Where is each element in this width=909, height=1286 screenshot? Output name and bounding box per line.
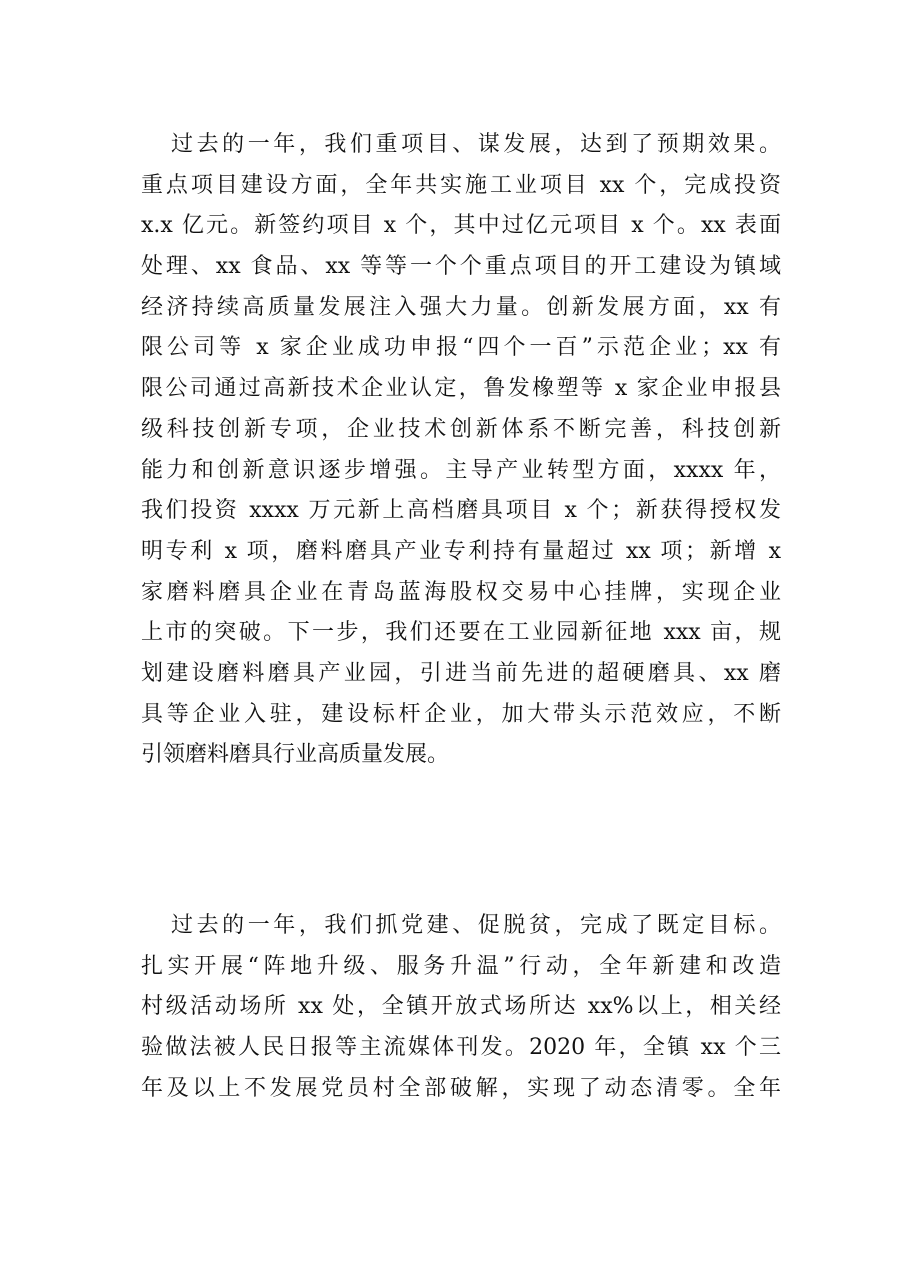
paragraph-line: 明专利 x 项，磨料磨具产业专利持有量超过 xx 项；新增 x (141, 538, 781, 564)
paragraph-line: 划建设磨料磨具产业园，引进当前先进的超硬磨具、xx 磨 (141, 660, 781, 686)
paragraph-line: 具等企业入驻，建设标杆企业，加大带头示范效应，不断 (141, 701, 781, 727)
paragraph-industry (141, 125, 781, 776)
paragraph-party-building (141, 906, 781, 1109)
paragraph-line: 经济持续高质量发展注入强大力量。创新发展方面，xx 有 (141, 294, 781, 320)
paragraph-line: 上市的突破。下一步，我们还要在工业园新征地 xxx 亩，规 (141, 620, 781, 646)
paragraph-line: 过去的一年，我们抓党建、促脱贫，完成了既定目标。 (171, 913, 781, 938)
paragraph-line: 处理、xx 食品、xx 等等一个个重点项目的开工建设为镇域 (141, 254, 781, 280)
paragraph-line: 限公司等 x 家企业成功申报“四个一百”示范企业；xx 有 (141, 335, 781, 361)
paragraph-line: 限公司通过高新技术企业认定，鲁发橡塑等 x 家企业申报县 (141, 376, 781, 402)
paragraph-line: 扎实开展“阵地升级、服务升温”行动，全年新建和改造 (141, 953, 781, 979)
paragraph-line: 村级活动场所 xx 处，全镇开放式场所达 xx%以上，相关经 (141, 994, 781, 1020)
paragraph-line: 级科技创新专项，企业技术创新体系不断完善，科技创新 (141, 416, 781, 442)
paragraph-line: 重点项目建设方面，全年共实施工业项目 xx 个，完成投资 (141, 172, 781, 198)
paragraph-line: 能力和创新意识逐步增强。主导产业转型方面，xxxx 年， (141, 457, 781, 483)
paragraph-line: 年及以上不发展党员村全部破解，实现了动态清零。全年 (141, 1075, 781, 1101)
paragraph-line: 验做法被人民日报等主流媒体刊发。2020 年，全镇 xx 个三 (141, 1035, 781, 1061)
paragraph-line: x.x 亿元。新签约项目 x 个，其中过亿元项目 x 个。xx 表面 (141, 213, 781, 239)
paragraph-line: 家磨料磨具企业在青岛蓝海股权交易中心挂牌，实现企业 (141, 579, 781, 605)
paragraph-line: 过去的一年，我们重项目、谋发展，达到了预期效果。 (171, 132, 781, 157)
paragraph-line: 我们投资 xxxx 万元新上高档磨具项目 x 个；新获得授权发 (141, 498, 781, 524)
paragraph-line: 引领磨料磨具行业高质量发展。 (141, 742, 450, 768)
